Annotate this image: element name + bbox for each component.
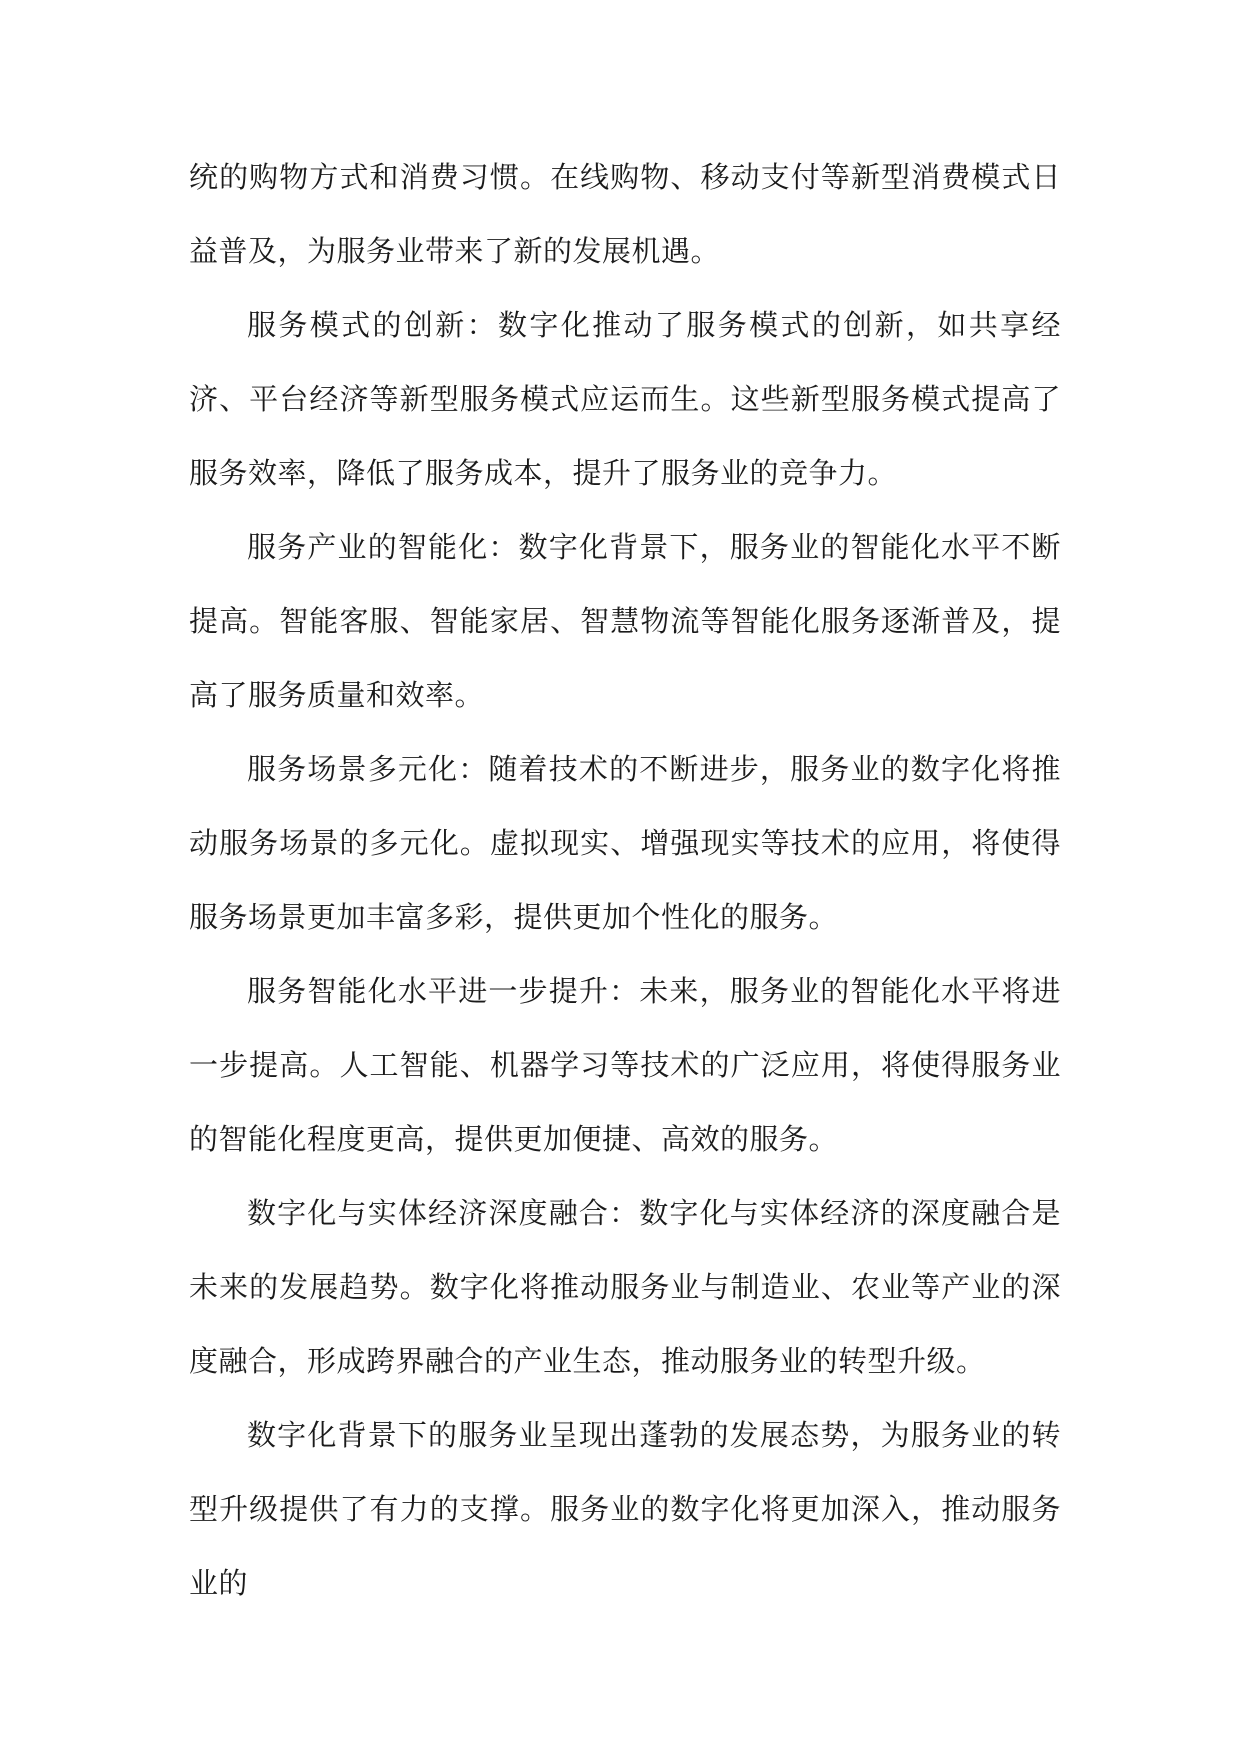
paragraph-intelligence-level-improvement: 服务智能化水平进一步提升：未来，服务业的智能化水平将进一步提高。人工智能、机器学习等技术的广泛应用，将使得服务业的智能化程度更高，提供更加便捷、高效的服务。: [189, 974, 1061, 1156]
paragraph-digital-real-economy-integration: 数字化与实体经济深度融合：数字化与实体经济的深度融合是未来的发展趋势。数字化将推动服务业与制造业、农业等产业的深度融合，形成跨界融合的产业生态，推动服务业的转型升级。: [189, 1196, 1061, 1378]
document-body: [189, 140, 1061, 1620]
paragraph-service-model-innovation: 服务模式的创新：数字化推动了服务模式的创新，如共享经济、平台经济等新型服务模式应运而生。这些新型服务模式提高了服务效率，降低了服务成本，提升了服务业的竞争力。: [189, 308, 1061, 490]
paragraph-service-intelligence: 服务产业的智能化：数字化背景下，服务业的智能化水平不断提高。智能客服、智能家居、智慧物流等智能化服务逐渐普及，提高了服务质量和效率。: [189, 530, 1061, 712]
paragraph-continuation: 统的购物方式和消费习惯。在线购物、移动支付等新型消费模式日益普及，为服务业带来了新的发展机遇。: [189, 160, 1061, 268]
paragraph-service-scene-diversification: 服务场景多元化：随着技术的不断进步，服务业的数字化将推动服务场景的多元化。虚拟现实、增强现实等技术的应用，将使得服务场景更加丰富多彩，提供更加个性化的服务。: [189, 752, 1061, 934]
paragraph-summary: 数字化背景下的服务业呈现出蓬勃的发展态势，为服务业的转型升级提供了有力的支撑。服务业的数字化将更加深入，推动服务业的: [189, 1418, 1061, 1600]
